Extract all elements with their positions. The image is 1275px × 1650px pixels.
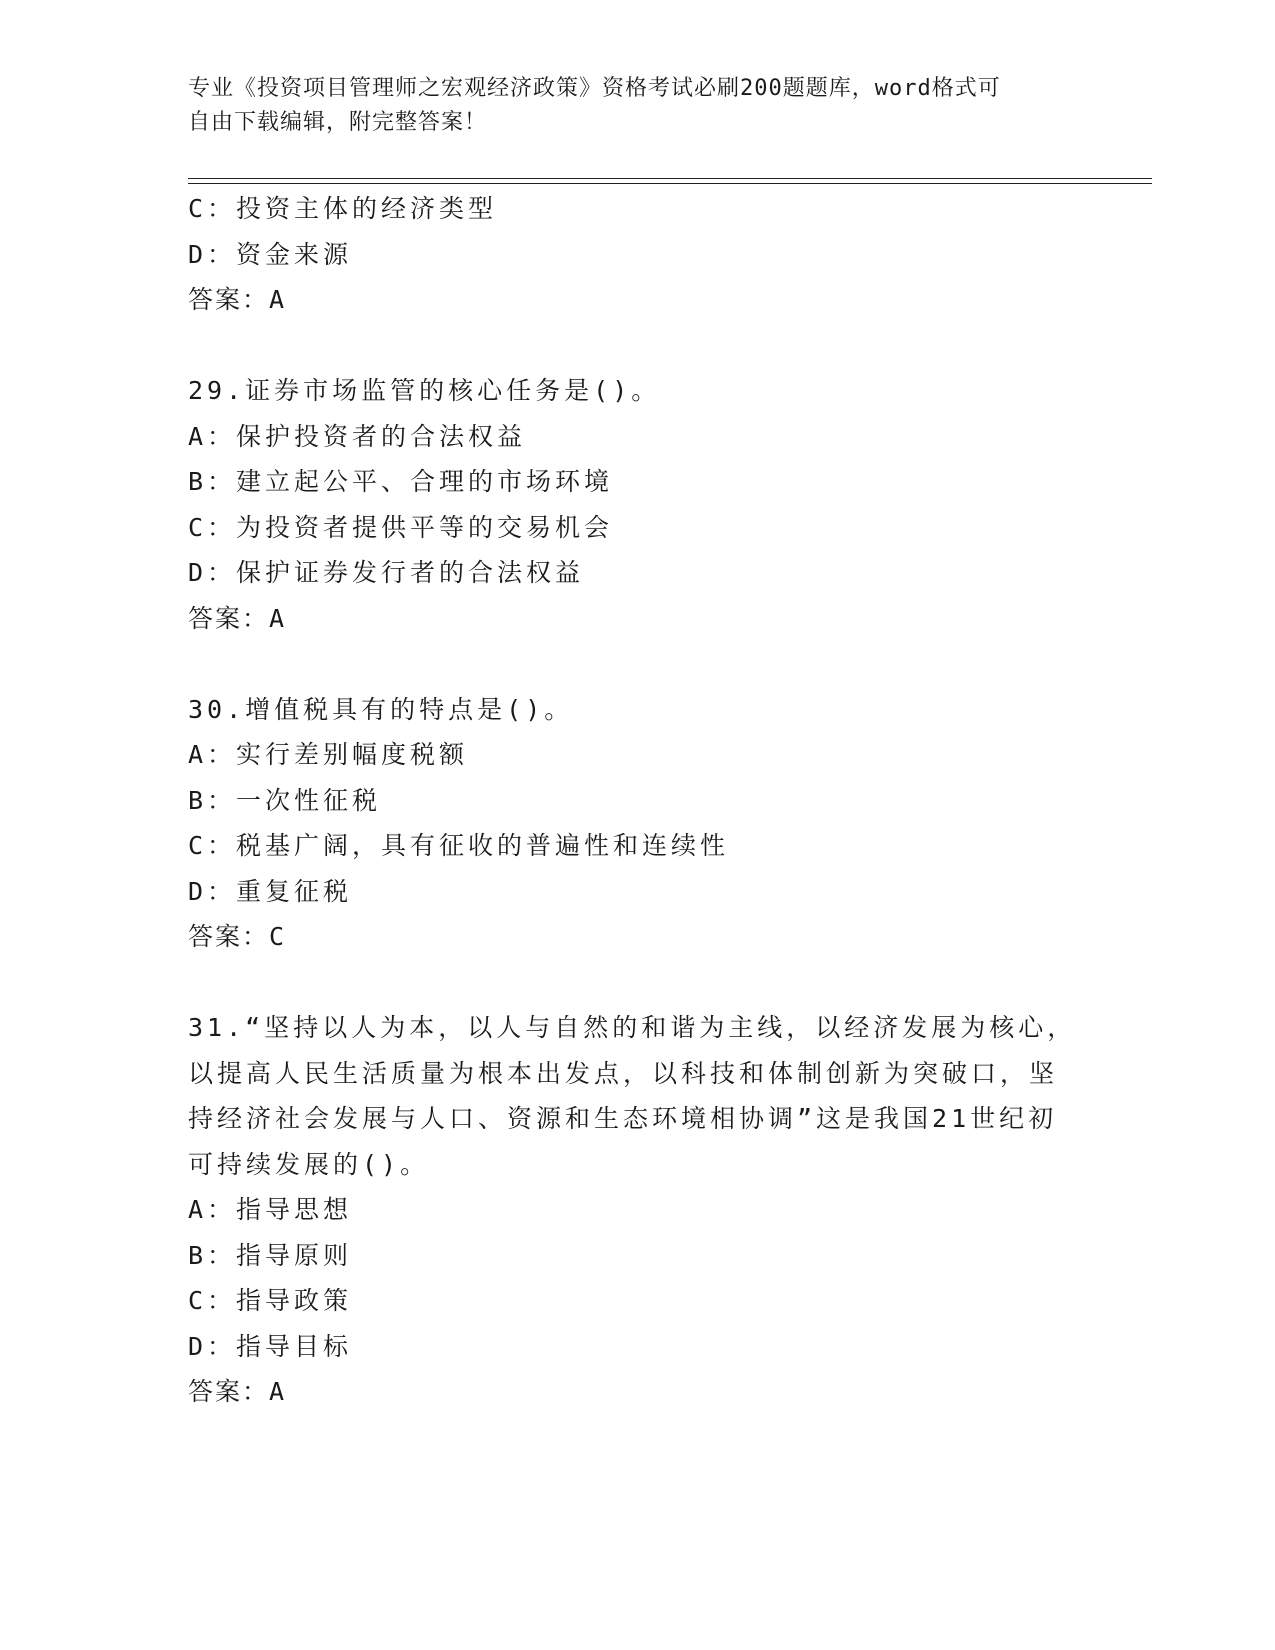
answer-value: A	[269, 1377, 287, 1406]
prev-question-tail	[188, 186, 1088, 323]
option-b: B：一次性征税	[188, 785, 382, 815]
question-29	[188, 368, 1088, 641]
option-d: D：保护证券发行者的合法权益	[188, 558, 585, 587]
question-30	[188, 687, 1088, 960]
answer-line	[188, 277, 1088, 323]
question-stem: 30.增值税具有的特点是()。	[188, 694, 574, 724]
spacer	[188, 323, 1088, 369]
header-line-1: 专业《投资项目管理师之宏观经济政策》资格考试必刷200题题库，word格式可	[188, 76, 1001, 101]
answer-label: 答案：	[188, 922, 270, 951]
option-c: C：税基广阔，具有征收的普遍性和连续性	[188, 831, 730, 860]
option-d: D：资金来源	[188, 239, 353, 269]
answer-value: A	[269, 285, 287, 314]
spacer	[188, 960, 1088, 1006]
question-stem-line-4: 可持续发展的()。	[188, 1149, 430, 1179]
option-c: C：为投资者提供平等的交易机会	[188, 512, 614, 542]
option-a: A：实行差别幅度税额	[188, 740, 469, 769]
header-line-2: 自由下载编辑，附完整答案！	[188, 110, 488, 135]
document-header	[188, 72, 1068, 140]
option-a: A：保护投资者的合法权益	[188, 421, 527, 451]
answer-value: C	[269, 922, 287, 951]
question-stem-line-3: 持经济社会发展与人口、资源和生态环境相协调”这是我国21世纪初	[188, 1104, 1058, 1133]
header-divider-top	[188, 178, 1152, 179]
answer-label: 答案：	[188, 285, 270, 314]
question-stem-line-2: 以提高人民生活质量为根本出发点，以科技和体制创新为突破口，坚	[188, 1058, 1059, 1088]
option-d: D：重复征税	[188, 876, 353, 906]
question-stem-line-1: 31.“坚持以人为本，以人与自然的和谐为主线，以经济发展为核心，	[188, 1013, 1077, 1042]
answer-line	[188, 914, 1088, 960]
option-b: B：建立起公平、合理的市场环境	[188, 467, 614, 496]
option-a: A：指导思想	[188, 1195, 353, 1224]
question-stem: 29.证券市场监管的核心任务是()。	[188, 376, 661, 405]
spacer	[188, 641, 1088, 687]
question-list	[188, 186, 1088, 1415]
answer-label: 答案：	[188, 603, 270, 633]
option-b: B：指导原则	[188, 1240, 353, 1270]
answer-line	[188, 596, 1088, 642]
answer-value: A	[269, 603, 287, 633]
option-c: C：投资主体的经济类型	[188, 194, 498, 223]
option-c: C：指导政策	[188, 1286, 353, 1315]
question-31	[188, 1005, 1088, 1415]
answer-line	[188, 1369, 1088, 1415]
header-divider-bottom	[188, 183, 1152, 184]
option-d: D：指导目标	[188, 1331, 353, 1361]
answer-label: 答案：	[188, 1377, 270, 1406]
